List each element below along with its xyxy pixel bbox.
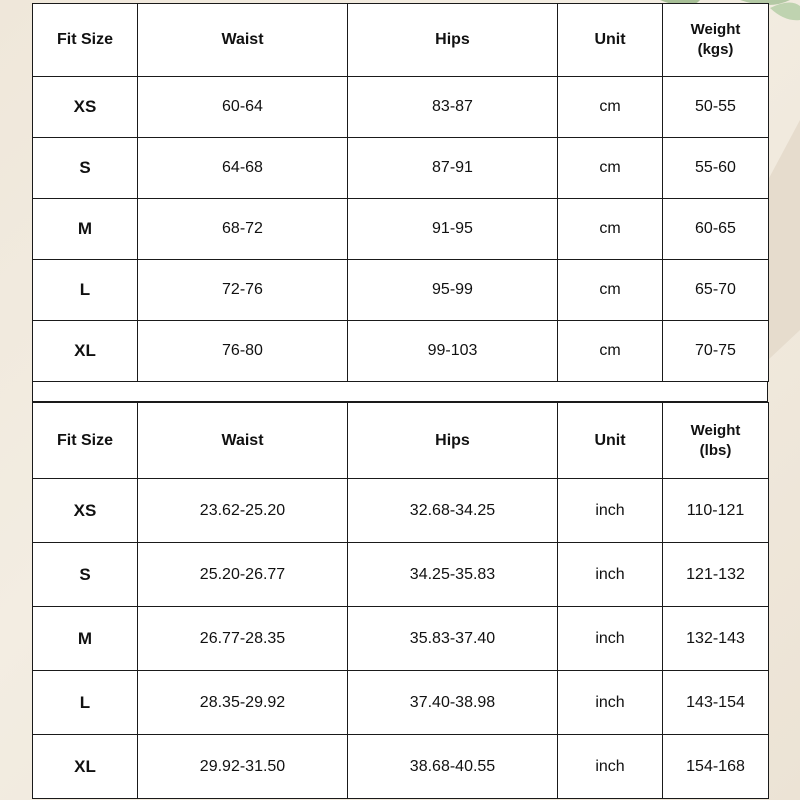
unit-cell: inch [558,543,663,607]
weight-cell: 121-132 [663,543,769,607]
table-row [33,199,769,260]
waist-cell: 72-76 [138,260,348,321]
weight-cell: 60-65 [663,199,769,260]
size-cell: L [33,671,138,735]
weight-cell: 110-121 [663,479,769,543]
table-row [33,479,769,543]
size-cell: S [33,138,138,199]
header-weight-unit: (lbs) [699,441,732,459]
unit-cell: cm [558,77,663,138]
size-cell: S [33,543,138,607]
weight-cell: 70-75 [663,321,769,382]
header-hips: Hips [348,403,558,479]
table-row [33,260,769,321]
unit-cell: cm [558,260,663,321]
hips-cell: 34.25-35.83 [348,543,558,607]
hips-cell: 83-87 [348,77,558,138]
waist-cell: 64-68 [138,138,348,199]
hips-cell: 32.68-34.25 [348,479,558,543]
header-fit-size: Fit Size [33,403,138,479]
waist-cell: 76-80 [138,321,348,382]
weight-cell: 50-55 [663,77,769,138]
header-waist: Waist [138,403,348,479]
unit-cell: cm [558,138,663,199]
waist-cell: 25.20-26.77 [138,543,348,607]
weight-cell: 154-168 [663,735,769,799]
table-spacer-row [32,381,768,402]
waist-cell: 26.77-28.35 [138,607,348,671]
waist-cell: 23.62-25.20 [138,479,348,543]
waist-cell: 28.35-29.92 [138,671,348,735]
header-weight-label: Weight [690,421,741,439]
header-weight [663,403,769,479]
size-cell: M [33,199,138,260]
hips-cell: 38.68-40.55 [348,735,558,799]
size-cell: XS [33,479,138,543]
header-row [33,403,769,479]
hips-cell: 87-91 [348,138,558,199]
size-cell: XL [33,321,138,382]
table-row [33,321,769,382]
table-row [33,77,769,138]
header-unit: Unit [558,403,663,479]
size-cell: XL [33,735,138,799]
size-cell: M [33,607,138,671]
hips-cell: 37.40-38.98 [348,671,558,735]
unit-cell: cm [558,199,663,260]
header-fit-size: Fit Size [33,4,138,77]
unit-cell: inch [558,479,663,543]
weight-cell: 65-70 [663,260,769,321]
weight-cell: 132-143 [663,607,769,671]
unit-cell: inch [558,735,663,799]
table-row [33,543,769,607]
waist-cell: 29.92-31.50 [138,735,348,799]
header-row [33,4,769,77]
header-hips: Hips [348,4,558,77]
page-corner-shadow [768,120,800,360]
size-cell: L [33,260,138,321]
waist-cell: 68-72 [138,199,348,260]
header-weight [663,4,769,77]
size-chart-imperial [32,402,769,799]
unit-cell: inch [558,671,663,735]
size-chart-metric [32,3,769,382]
header-weight-unit: (kgs) [697,41,734,58]
unit-cell: cm [558,321,663,382]
table-row [33,138,769,199]
weight-cell: 55-60 [663,138,769,199]
table-row [33,607,769,671]
header-unit: Unit [558,4,663,77]
size-cell: XS [33,77,138,138]
weight-cell: 143-154 [663,671,769,735]
hips-cell: 91-95 [348,199,558,260]
table-row [33,671,769,735]
hips-cell: 99-103 [348,321,558,382]
header-waist: Waist [138,4,348,77]
waist-cell: 60-64 [138,77,348,138]
hips-cell: 95-99 [348,260,558,321]
header-weight-label: Weight [690,21,741,38]
hips-cell: 35.83-37.40 [348,607,558,671]
table-row [33,735,769,799]
unit-cell: inch [558,607,663,671]
